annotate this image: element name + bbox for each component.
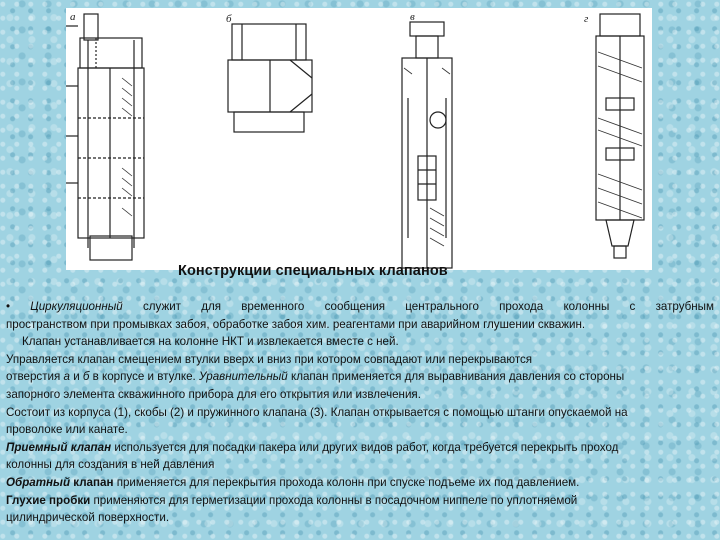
valve-drawings: [66, 8, 652, 270]
paragraph-control-line1: Управляется клапан смещением втулки вверх и вниз при котором совпадают или перекрываются: [6, 352, 533, 366]
valve-c-drawing: [402, 22, 452, 268]
bullet: •: [6, 300, 11, 313]
term-equalizing: Уравнительный: [198, 370, 288, 384]
text-span: применяется для перекрытия прохода колонн при спуске подъеме их под давлением.: [113, 475, 580, 489]
valve-b-drawing: [228, 24, 312, 132]
valve-a-hatching: [122, 78, 132, 216]
figure-caption: Конструкции специальных клапанов: [178, 263, 448, 279]
text-span: клапан: [70, 475, 114, 489]
paragraph-structure-line1: Состоит из корпуса (1), скобы (2) и пружинного клапана (3). Клапан открывается с помощью штанги опускаемой на: [6, 405, 628, 419]
paragraph-control-line2: [6, 368, 714, 386]
body-text: [6, 298, 714, 527]
term-check: Обратный: [6, 475, 71, 489]
paragraph-control-line3: запорного элемента скважинного прибора для его открытия или извлечения.: [6, 387, 421, 401]
figure-label-b: б: [226, 13, 232, 25]
paragraph-check-valve: [6, 474, 714, 492]
text-span: отверстия: [6, 370, 64, 384]
term-blind-plugs: Глухие пробки: [6, 493, 91, 507]
term-receiving: Приемный клапан: [6, 440, 112, 454]
figure-label-c: в: [410, 11, 415, 23]
term-circulation: Циркуляционный: [30, 300, 123, 313]
valve-figure: [66, 8, 652, 270]
text-span: клапан применяется для выравнивания давления со стороны: [287, 370, 625, 384]
text-span: а: [63, 370, 70, 384]
text-span: используется для посадки пакера или других видов работ, когда требуется перекрыть проход: [111, 440, 619, 454]
valve-a-drawing: [66, 14, 144, 260]
paragraph-circulation-line1: [6, 298, 714, 316]
paragraph-circulation-line2: пространством при промывках забоя, обработке забоя хим. реагентами при аварийном глушении скважин.: [6, 317, 586, 331]
figure-label-d: г: [584, 13, 589, 25]
paragraph-structure-line2: проволоке или канате.: [6, 423, 128, 437]
text-span: и: [69, 370, 83, 384]
valve-d-drawing: [596, 14, 644, 258]
figure-label-a: а: [70, 11, 76, 23]
paragraph-blind-plugs-line1: [6, 492, 714, 510]
text-span: служит для временного сообщения центрального прохода колонны с затрубным: [122, 300, 714, 313]
paragraph-installation: Клапан устанавливается на колонне НКТ и извлекается вместе с ней.: [22, 335, 399, 349]
paragraph-receiving-line2: колонны для создания в ней давления: [6, 458, 215, 472]
text-span: в корпусе и втулке.: [89, 370, 199, 384]
paragraph-blind-plugs-line2: цилиндрической поверхности.: [6, 511, 170, 525]
paragraph-receiving-line1: [6, 439, 714, 457]
text-span: б: [82, 370, 90, 384]
text-span: применяются для герметизации прохода колонны в посадочном ниппеле по уплотняемой: [90, 493, 578, 507]
